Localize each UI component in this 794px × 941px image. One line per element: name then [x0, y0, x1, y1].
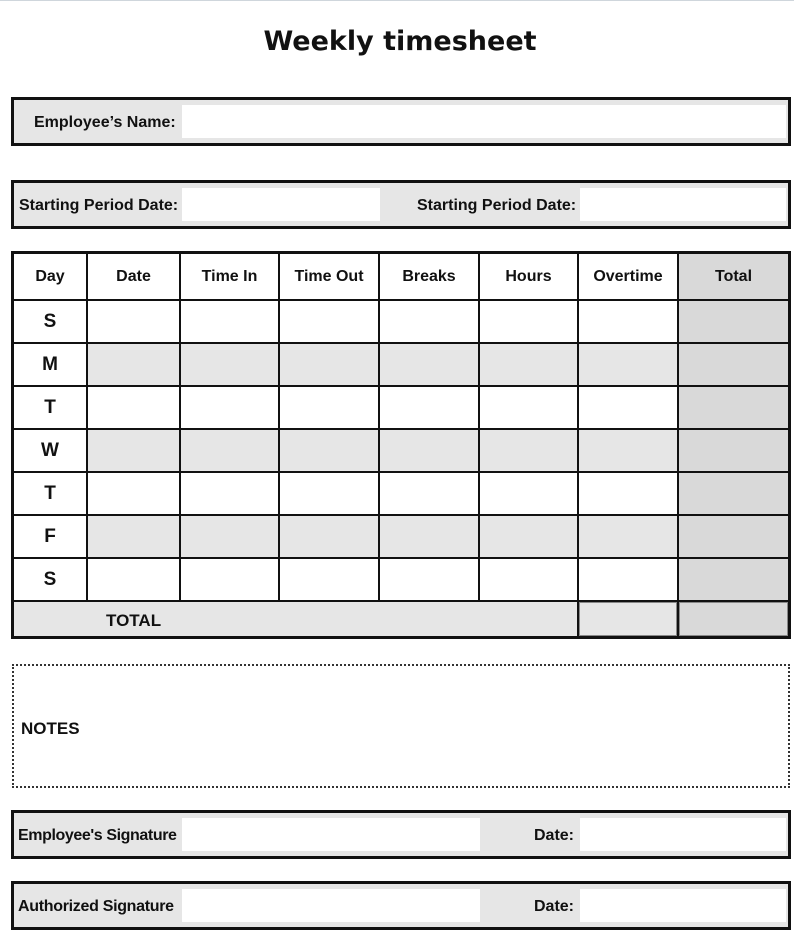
breaks-cell[interactable] [380, 387, 480, 430]
time-in-cell[interactable] [181, 387, 280, 430]
day-label: T [14, 473, 88, 516]
employee-signature-date-field[interactable] [580, 818, 786, 851]
overtime-cell[interactable] [579, 473, 679, 516]
header-time-in: Time In [181, 254, 280, 301]
date-cell[interactable] [88, 430, 181, 473]
header-day: Day [14, 254, 88, 301]
breaks-cell[interactable] [380, 559, 480, 602]
hours-cell[interactable] [480, 301, 579, 344]
header-overtime: Overtime [579, 254, 679, 301]
breaks-cell[interactable] [380, 344, 480, 387]
date-cell[interactable] [88, 516, 181, 559]
timesheet-table [11, 251, 791, 639]
hours-cell[interactable] [480, 344, 579, 387]
hours-cell[interactable] [480, 473, 579, 516]
header-hours: Hours [480, 254, 579, 301]
overtime-cell[interactable] [579, 559, 679, 602]
overtime-cell[interactable] [579, 430, 679, 473]
header-breaks: Breaks [380, 254, 480, 301]
period-section [11, 180, 791, 229]
overtime-cell[interactable] [579, 387, 679, 430]
time-out-cell[interactable] [280, 516, 380, 559]
time-out-cell[interactable] [280, 559, 380, 602]
hours-cell[interactable] [480, 430, 579, 473]
day-label: W [14, 430, 88, 473]
employee-signature-section [11, 810, 791, 859]
total-cell[interactable] [679, 430, 788, 473]
authorized-signature-section [11, 881, 791, 930]
total-cell[interactable] [679, 301, 788, 344]
day-label: F [14, 516, 88, 559]
ending-period-date-field[interactable] [580, 188, 786, 221]
day-label: S [14, 559, 88, 602]
starting-period-date-field[interactable] [182, 188, 380, 221]
time-in-cell[interactable] [181, 344, 280, 387]
breaks-cell[interactable] [380, 516, 480, 559]
notes-box[interactable] [12, 664, 790, 788]
time-in-cell[interactable] [181, 473, 280, 516]
breaks-cell[interactable] [380, 301, 480, 344]
total-label: TOTAL [106, 611, 162, 630]
authorized-signature-field[interactable] [182, 889, 480, 922]
day-label: M [14, 344, 88, 387]
header-time-out: Time Out [280, 254, 380, 301]
ending-period-date-label: Starting Period Date: [417, 197, 577, 214]
employee-signature-field[interactable] [182, 818, 480, 851]
date-cell[interactable] [88, 473, 181, 516]
hours-cell[interactable] [480, 516, 579, 559]
time-out-cell[interactable] [280, 301, 380, 344]
header-date: Date [88, 254, 181, 301]
grand-total-cell[interactable] [679, 602, 788, 636]
time-in-cell[interactable] [181, 559, 280, 602]
breaks-cell[interactable] [380, 473, 480, 516]
time-in-cell[interactable] [181, 430, 280, 473]
employee-name-label: Employee’s Name: [34, 114, 176, 131]
starting-period-date-label: Starting Period Date: [19, 197, 179, 214]
employee-name-field[interactable] [182, 105, 786, 138]
sheet-grid-line [0, 0, 794, 1]
hours-cell[interactable] [480, 387, 579, 430]
time-out-cell[interactable] [280, 387, 380, 430]
header-total: Total [679, 254, 788, 301]
total-cell[interactable] [679, 344, 788, 387]
authorized-signature-date-label: Date: [534, 898, 575, 915]
total-cell[interactable] [679, 516, 788, 559]
overtime-cell[interactable] [579, 344, 679, 387]
day-label: T [14, 387, 88, 430]
time-out-cell[interactable] [280, 473, 380, 516]
time-in-cell[interactable] [181, 516, 280, 559]
date-cell[interactable] [88, 387, 181, 430]
notes-label: NOTES [21, 719, 80, 738]
overtime-cell[interactable] [579, 516, 679, 559]
time-out-cell[interactable] [280, 430, 380, 473]
time-out-cell[interactable] [280, 344, 380, 387]
authorized-signature-label: Authorized Signature [18, 898, 174, 915]
total-cell[interactable] [679, 387, 788, 430]
breaks-cell[interactable] [380, 430, 480, 473]
total-cell[interactable] [679, 473, 788, 516]
hours-cell[interactable] [480, 559, 579, 602]
time-in-cell[interactable] [181, 301, 280, 344]
employee-signature-date-label: Date: [534, 827, 575, 844]
date-cell[interactable] [88, 344, 181, 387]
date-cell[interactable] [88, 301, 181, 344]
authorized-signature-date-field[interactable] [580, 889, 786, 922]
total-row-spacer [480, 602, 579, 636]
total-overtime-cell[interactable] [579, 602, 679, 636]
employee-name-section [11, 97, 791, 146]
total-cell[interactable] [679, 559, 788, 602]
page-title: Weekly timesheet [263, 26, 537, 57]
total-label-cell [14, 602, 480, 636]
date-cell[interactable] [88, 559, 181, 602]
overtime-cell[interactable] [579, 301, 679, 344]
day-label: S [14, 301, 88, 344]
employee-signature-label: Employee's Signature [18, 827, 177, 844]
